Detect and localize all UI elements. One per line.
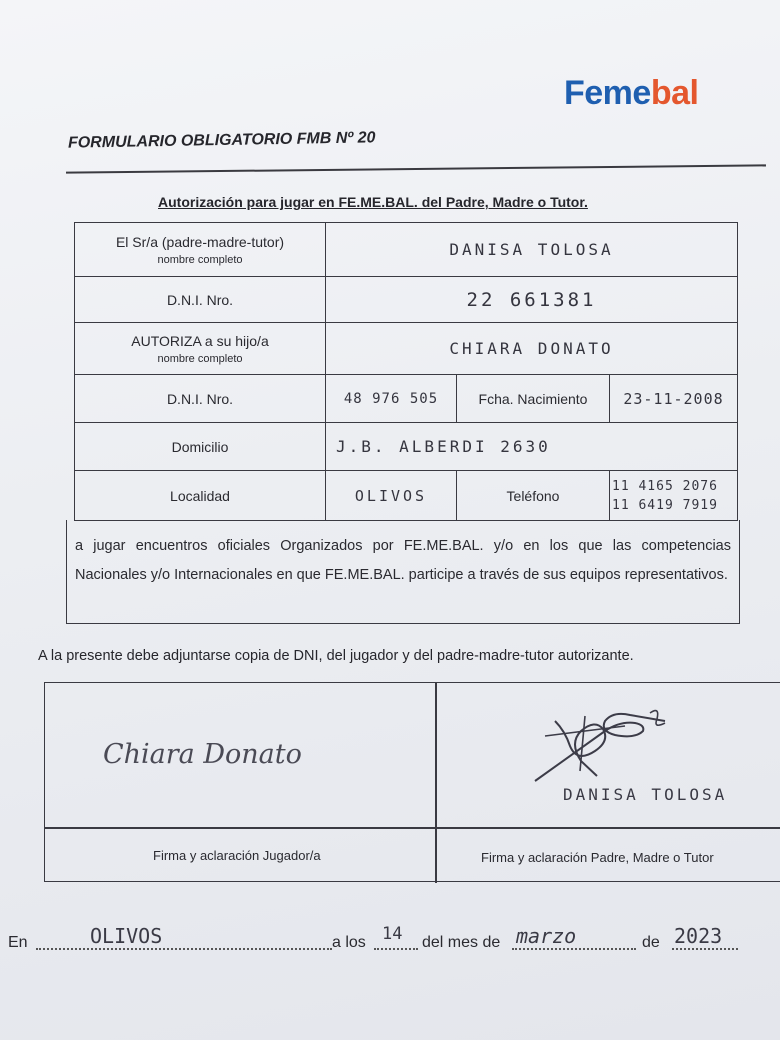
- parent-dni-label: D.N.I. Nro.: [75, 277, 326, 323]
- address-field[interactable]: J.B. ALBERDI 2630: [326, 423, 738, 471]
- child-label-cell: AUTORIZA a su hijo/a nombre completo: [75, 323, 326, 375]
- en-label: En: [8, 934, 28, 951]
- player-signature: Chiara Donato: [103, 739, 302, 770]
- parent-signature-caption: Firma y aclaración Padre, Madre o Tutor: [481, 850, 714, 865]
- parent-name-field[interactable]: DANISA TOLOSA: [326, 223, 738, 277]
- locality-label: Localidad: [75, 471, 326, 521]
- date-place-line: [8, 918, 778, 958]
- address-label: Domicilio: [75, 423, 326, 471]
- child-dni-field[interactable]: 48 976 505: [326, 375, 457, 423]
- place-dotted-line: [36, 946, 332, 950]
- parent-dni-field[interactable]: 22 661381: [326, 277, 738, 323]
- authorization-text: a jugar encuentros oficiales Organizados por FE.ME.BAL. y/o en los que las competencias Nacionales y/o Internacionales en que FE.ME.BAL. participe a través de sus equipos representativos.: [66, 520, 740, 624]
- femebal-logo: Femebal: [564, 74, 699, 112]
- signature-divider-horizontal: [45, 827, 780, 829]
- birth-date-field[interactable]: 23-11-2008: [610, 375, 738, 423]
- parent-signature-name: DANISA TOLOSA: [563, 785, 728, 804]
- phone-field[interactable]: 11 4165 2076 11 6419 7919: [610, 471, 738, 521]
- attachment-note: A la presente debe adjuntarse copia de DNI, del jugador y del padre-madre-tutor autorizante.: [38, 648, 634, 664]
- child-dni-label: D.N.I. Nro.: [75, 375, 326, 423]
- day-field[interactable]: 14: [382, 924, 403, 944]
- birth-date-label: Fcha. Nacimiento: [457, 375, 610, 423]
- month-field[interactable]: marzo: [516, 924, 577, 948]
- locality-field[interactable]: OLIVOS: [326, 471, 457, 521]
- child-name-field[interactable]: CHIARA DONATO: [326, 323, 738, 375]
- day-dotted-line: [374, 946, 418, 950]
- day-label: a los: [332, 934, 366, 951]
- authorization-form-table: [74, 222, 738, 521]
- phone-label: Teléfono: [457, 471, 610, 521]
- parent-signature-scribble: [485, 701, 685, 791]
- player-signature-caption: Firma y aclaración Jugador/a: [153, 848, 321, 863]
- signature-box: [44, 682, 780, 882]
- month-label: del mes de: [422, 934, 501, 951]
- form-title: FORMULARIO OBLIGATORIO FMB Nº 20: [67, 129, 376, 152]
- title-divider: [66, 164, 766, 173]
- parent-label-cell: El Sr/a (padre-madre-tutor) nombre completo: [75, 223, 326, 277]
- year-label: de: [642, 934, 660, 951]
- place-field[interactable]: OLIVOS: [90, 924, 163, 948]
- signature-divider-vertical: [435, 683, 437, 883]
- form-subtitle: Autorización para jugar en FE.ME.BAL. del Padre, Madre o Tutor.: [158, 194, 588, 210]
- year-field[interactable]: 2023: [674, 924, 723, 948]
